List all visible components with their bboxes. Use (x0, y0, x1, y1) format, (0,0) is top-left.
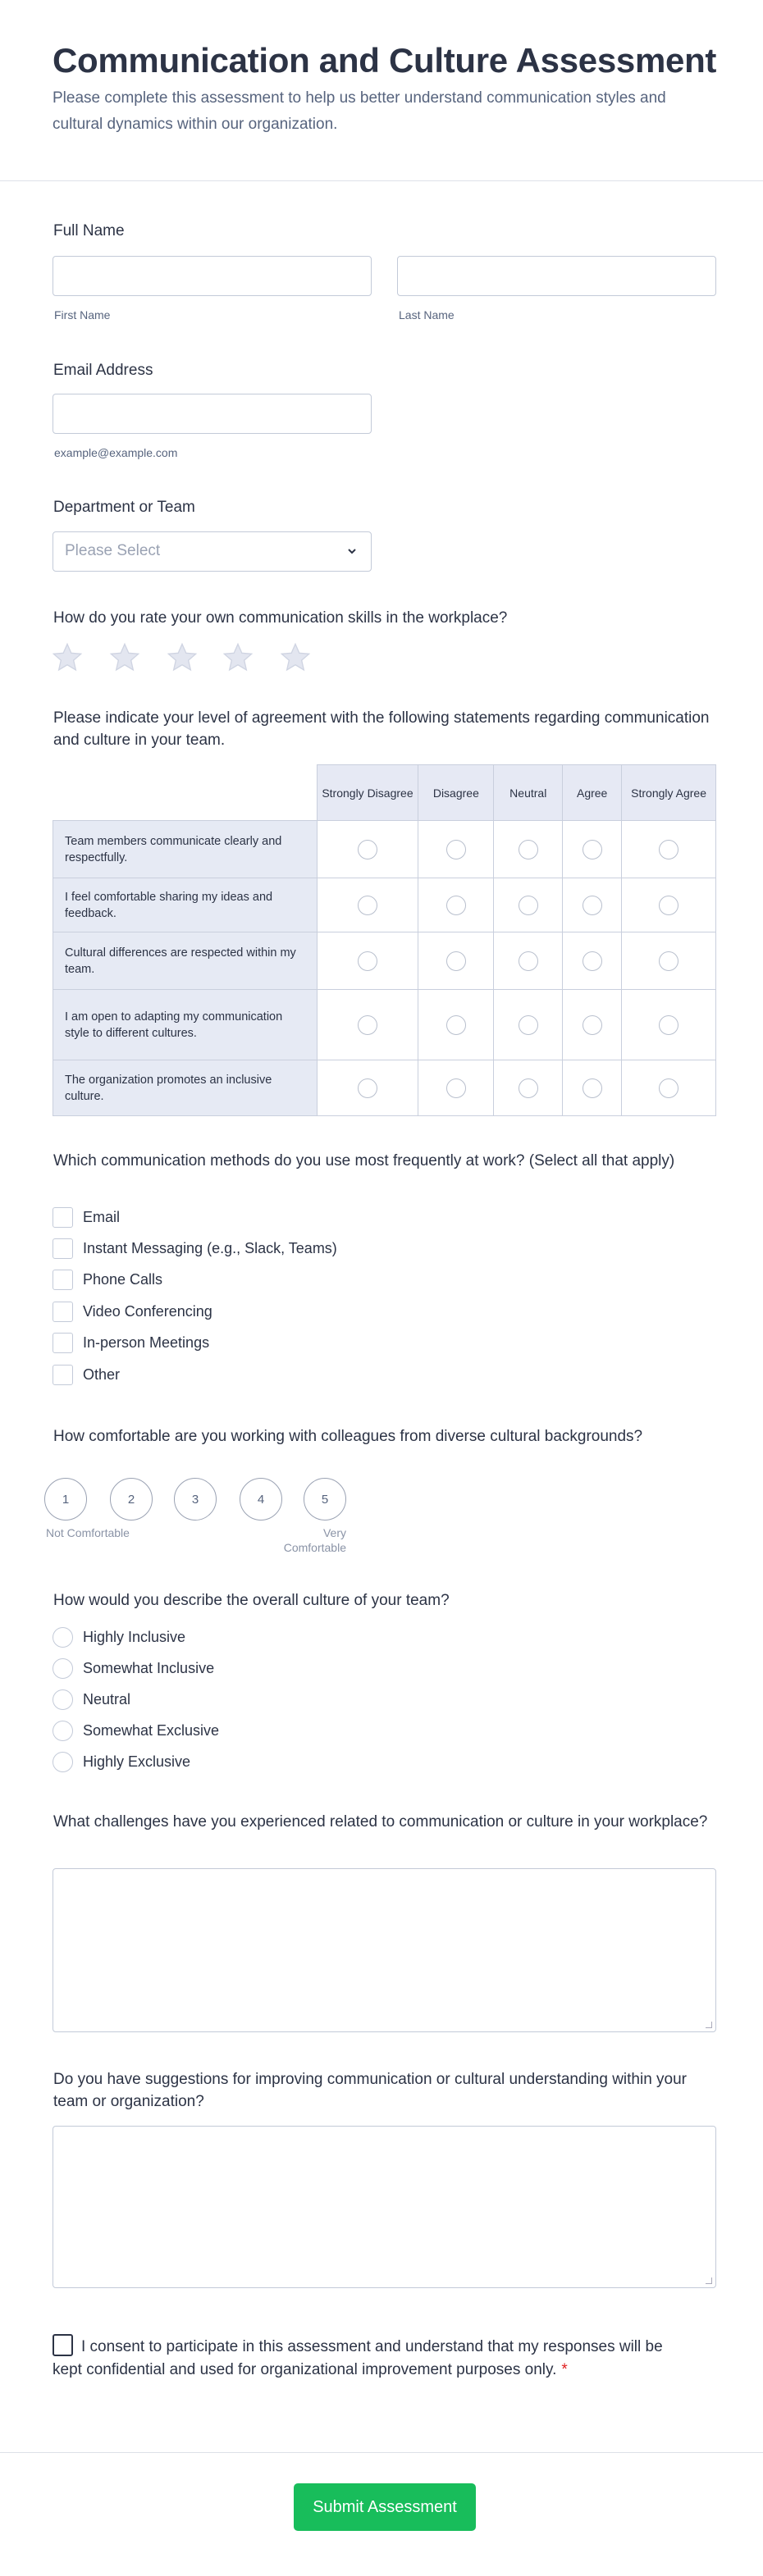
checkbox-option-label: In-person Meetings (83, 1334, 210, 1352)
checkbox-option-label: Phone Calls (83, 1271, 163, 1288)
footer-divider (0, 2452, 763, 2453)
checkbox[interactable] (53, 1333, 73, 1353)
department-selected-value: Please Select (65, 542, 161, 559)
matrix-radio[interactable] (583, 840, 602, 859)
scale-option[interactable]: 3 (174, 1478, 217, 1521)
matrix-cell (622, 821, 716, 878)
agreement-matrix (53, 764, 716, 1116)
radio-option-label: Highly Exclusive (83, 1753, 191, 1771)
culture-label: How would you describe the overall culture of your team? (53, 1592, 450, 1609)
matrix-cell (317, 932, 418, 990)
radio-button[interactable] (53, 1627, 73, 1648)
methods-label: Which communication methods do you use most frequently at work? (Select all that apply) (53, 1152, 675, 1169)
scale-option[interactable]: 2 (110, 1478, 153, 1521)
radio-option[interactable] (53, 1626, 185, 1648)
radio-option-label: Somewhat Inclusive (83, 1659, 215, 1676)
last-name-sublabel: Last Name (399, 308, 455, 321)
matrix-cell (622, 932, 716, 990)
matrix-cell (317, 821, 418, 878)
matrix-radio[interactable] (519, 896, 538, 915)
matrix-cell (494, 932, 563, 990)
checkbox-option[interactable] (53, 1333, 209, 1354)
matrix-cell (494, 1060, 563, 1116)
consent-text: I consent to participate in this assessment and understand that my responses will be kept confidential and used for organizational improvement purposes only. (53, 2338, 663, 2378)
matrix-cell (418, 821, 494, 878)
suggestions-textarea[interactable] (53, 2126, 716, 2288)
matrix-cell (563, 878, 622, 932)
matrix-radio[interactable] (446, 840, 466, 859)
matrix-radio[interactable] (358, 1078, 377, 1098)
matrix-radio[interactable] (659, 840, 678, 859)
matrix-radio[interactable] (659, 1078, 678, 1098)
suggestions-label: Do you have suggestions for improving communication or cultural understanding within your team or organization? (53, 2071, 688, 2110)
matrix-radio[interactable] (519, 840, 538, 859)
matrix-cell (622, 1060, 716, 1116)
resize-handle-icon[interactable] (706, 2022, 712, 2028)
matrix-cell (622, 878, 716, 932)
matrix-radio[interactable] (519, 951, 538, 971)
checkbox-option-label: Other (83, 1366, 121, 1383)
challenges-textarea[interactable] (53, 1868, 716, 2032)
matrix-radio[interactable] (358, 1015, 377, 1035)
radio-option-label: Neutral (83, 1690, 131, 1707)
matrix-column-header: Neutral (494, 765, 563, 821)
matrix-row (53, 990, 716, 1060)
department-select[interactable] (53, 531, 372, 572)
required-mark: * (561, 2361, 568, 2378)
checkbox[interactable] (53, 1207, 73, 1228)
matrix-radio[interactable] (358, 951, 377, 971)
matrix-cell (563, 1060, 622, 1116)
matrix-radio[interactable] (446, 951, 466, 971)
matrix-column-header: Strongly Disagree (317, 765, 418, 821)
resize-handle-icon[interactable] (706, 2277, 712, 2284)
checkbox-option-label: Instant Messaging (e.g., Slack, Teams) (83, 1239, 337, 1256)
email-label: Email Address (53, 362, 153, 379)
radio-button[interactable] (53, 1658, 73, 1679)
matrix-row-label: Cultural differences are respected within my team. (53, 932, 318, 990)
matrix-row (53, 932, 716, 990)
radio-option[interactable] (53, 1689, 130, 1710)
matrix-radio[interactable] (519, 1015, 538, 1035)
matrix-radio[interactable] (519, 1078, 538, 1098)
matrix-cell (418, 932, 494, 990)
matrix-row (53, 821, 716, 878)
matrix-radio[interactable] (583, 951, 602, 971)
last-name-input[interactable] (397, 256, 716, 296)
matrix-radio[interactable] (358, 896, 377, 915)
checkbox-option[interactable] (53, 1238, 337, 1259)
department-label: Department or Team (53, 499, 195, 516)
scale-option[interactable]: 1 (44, 1478, 87, 1521)
matrix-radio[interactable] (446, 896, 466, 915)
checkbox-option-label: Email (83, 1208, 121, 1225)
matrix-row-label: I am open to adapting my communication style to different cultures. (53, 990, 318, 1060)
matrix-cell (494, 990, 563, 1060)
radio-option[interactable] (53, 1752, 190, 1773)
rating-label: How do you rate your own communication skills in the workplace? (53, 609, 508, 627)
matrix-cell (563, 821, 622, 878)
first-name-sublabel: First Name (54, 308, 111, 321)
checkbox-option[interactable] (53, 1206, 120, 1228)
matrix-cell (563, 932, 622, 990)
matrix-cell (563, 990, 622, 1060)
matrix-row (53, 878, 716, 932)
matrix-cell (494, 821, 563, 878)
radio-button[interactable] (53, 1689, 73, 1710)
matrix-corner (53, 765, 318, 821)
radio-button[interactable] (53, 1721, 73, 1741)
checkbox-option[interactable] (53, 1301, 212, 1322)
star-icon[interactable] (108, 641, 141, 674)
matrix-row-label: Team members communicate clearly and respectfully. (53, 821, 318, 878)
star-icon[interactable] (51, 641, 84, 674)
matrix-cell (317, 1060, 418, 1116)
scale-option[interactable]: 5 (304, 1478, 346, 1521)
checkbox[interactable] (53, 1365, 73, 1385)
scale-high-label: Very Comfortable (283, 1526, 346, 1554)
matrix-row-label: The organization promotes an inclusive culture. (53, 1060, 318, 1116)
star-icon[interactable] (166, 641, 199, 674)
matrix-cell (317, 878, 418, 932)
checkbox[interactable] (53, 1302, 73, 1322)
checkbox-option[interactable] (53, 1270, 162, 1291)
radio-option-label: Highly Inclusive (83, 1628, 186, 1645)
matrix-radio[interactable] (583, 896, 602, 915)
page-subtitle: Please complete this assessment to help us better understand communication styles and cultural dynamics within our organization. (53, 89, 666, 133)
matrix-radio[interactable] (446, 1015, 466, 1035)
scale-option[interactable]: 4 (240, 1478, 282, 1521)
radio-option-label: Somewhat Exclusive (83, 1722, 220, 1739)
checkbox[interactable] (53, 1270, 73, 1290)
matrix-column-header: Strongly Agree (622, 765, 716, 821)
matrix-label: Please indicate your level of agreement with the following statements regarding communication and culture in your team. (53, 709, 710, 749)
full-name-label: Full Name (53, 222, 125, 239)
checkbox-option-label: Video Conferencing (83, 1302, 212, 1320)
radio-button[interactable] (53, 1752, 73, 1772)
comfort-label: How comfortable are you working with colleagues from diverse cultural backgrounds? (53, 1428, 643, 1445)
matrix-radio[interactable] (659, 951, 678, 971)
checkbox-option[interactable] (53, 1364, 120, 1385)
radio-option[interactable] (53, 1657, 214, 1679)
radio-option[interactable] (53, 1721, 219, 1742)
matrix-cell (622, 990, 716, 1060)
star-icon[interactable] (222, 641, 254, 674)
consent-field (53, 2334, 692, 2382)
matrix-radio[interactable] (659, 896, 678, 915)
matrix-cell (494, 878, 563, 932)
matrix-radio[interactable] (659, 1015, 678, 1035)
matrix-row (53, 1060, 716, 1116)
email-sublabel: example@example.com (54, 446, 178, 459)
matrix-cell (418, 1060, 494, 1116)
page-title: Communication and Culture Assessment (53, 41, 717, 80)
matrix-radio[interactable] (583, 1078, 602, 1098)
checkbox[interactable] (53, 1238, 73, 1259)
consent-checkbox[interactable] (53, 2334, 73, 2356)
matrix-column-header: Disagree (418, 765, 494, 821)
matrix-radio[interactable] (358, 840, 377, 859)
email-input[interactable] (53, 394, 372, 434)
chevron-down-icon (345, 544, 359, 559)
matrix-column-header: Agree (563, 765, 622, 821)
submit-button[interactable]: Submit Assessment (294, 2483, 476, 2531)
first-name-input[interactable] (53, 256, 372, 296)
challenges-label: What challenges have you experienced related to communication or culture in your workplace? (53, 1813, 708, 1831)
matrix-row-label: I feel comfortable sharing my ideas and feedback. (53, 878, 318, 932)
star-icon[interactable] (279, 641, 312, 674)
header-divider (0, 180, 763, 181)
scale-low-label: Not Comfortable (46, 1526, 130, 1539)
matrix-cell (317, 990, 418, 1060)
matrix-cell (418, 878, 494, 932)
matrix-cell (418, 990, 494, 1060)
matrix-radio[interactable] (583, 1015, 602, 1035)
matrix-radio[interactable] (446, 1078, 466, 1098)
